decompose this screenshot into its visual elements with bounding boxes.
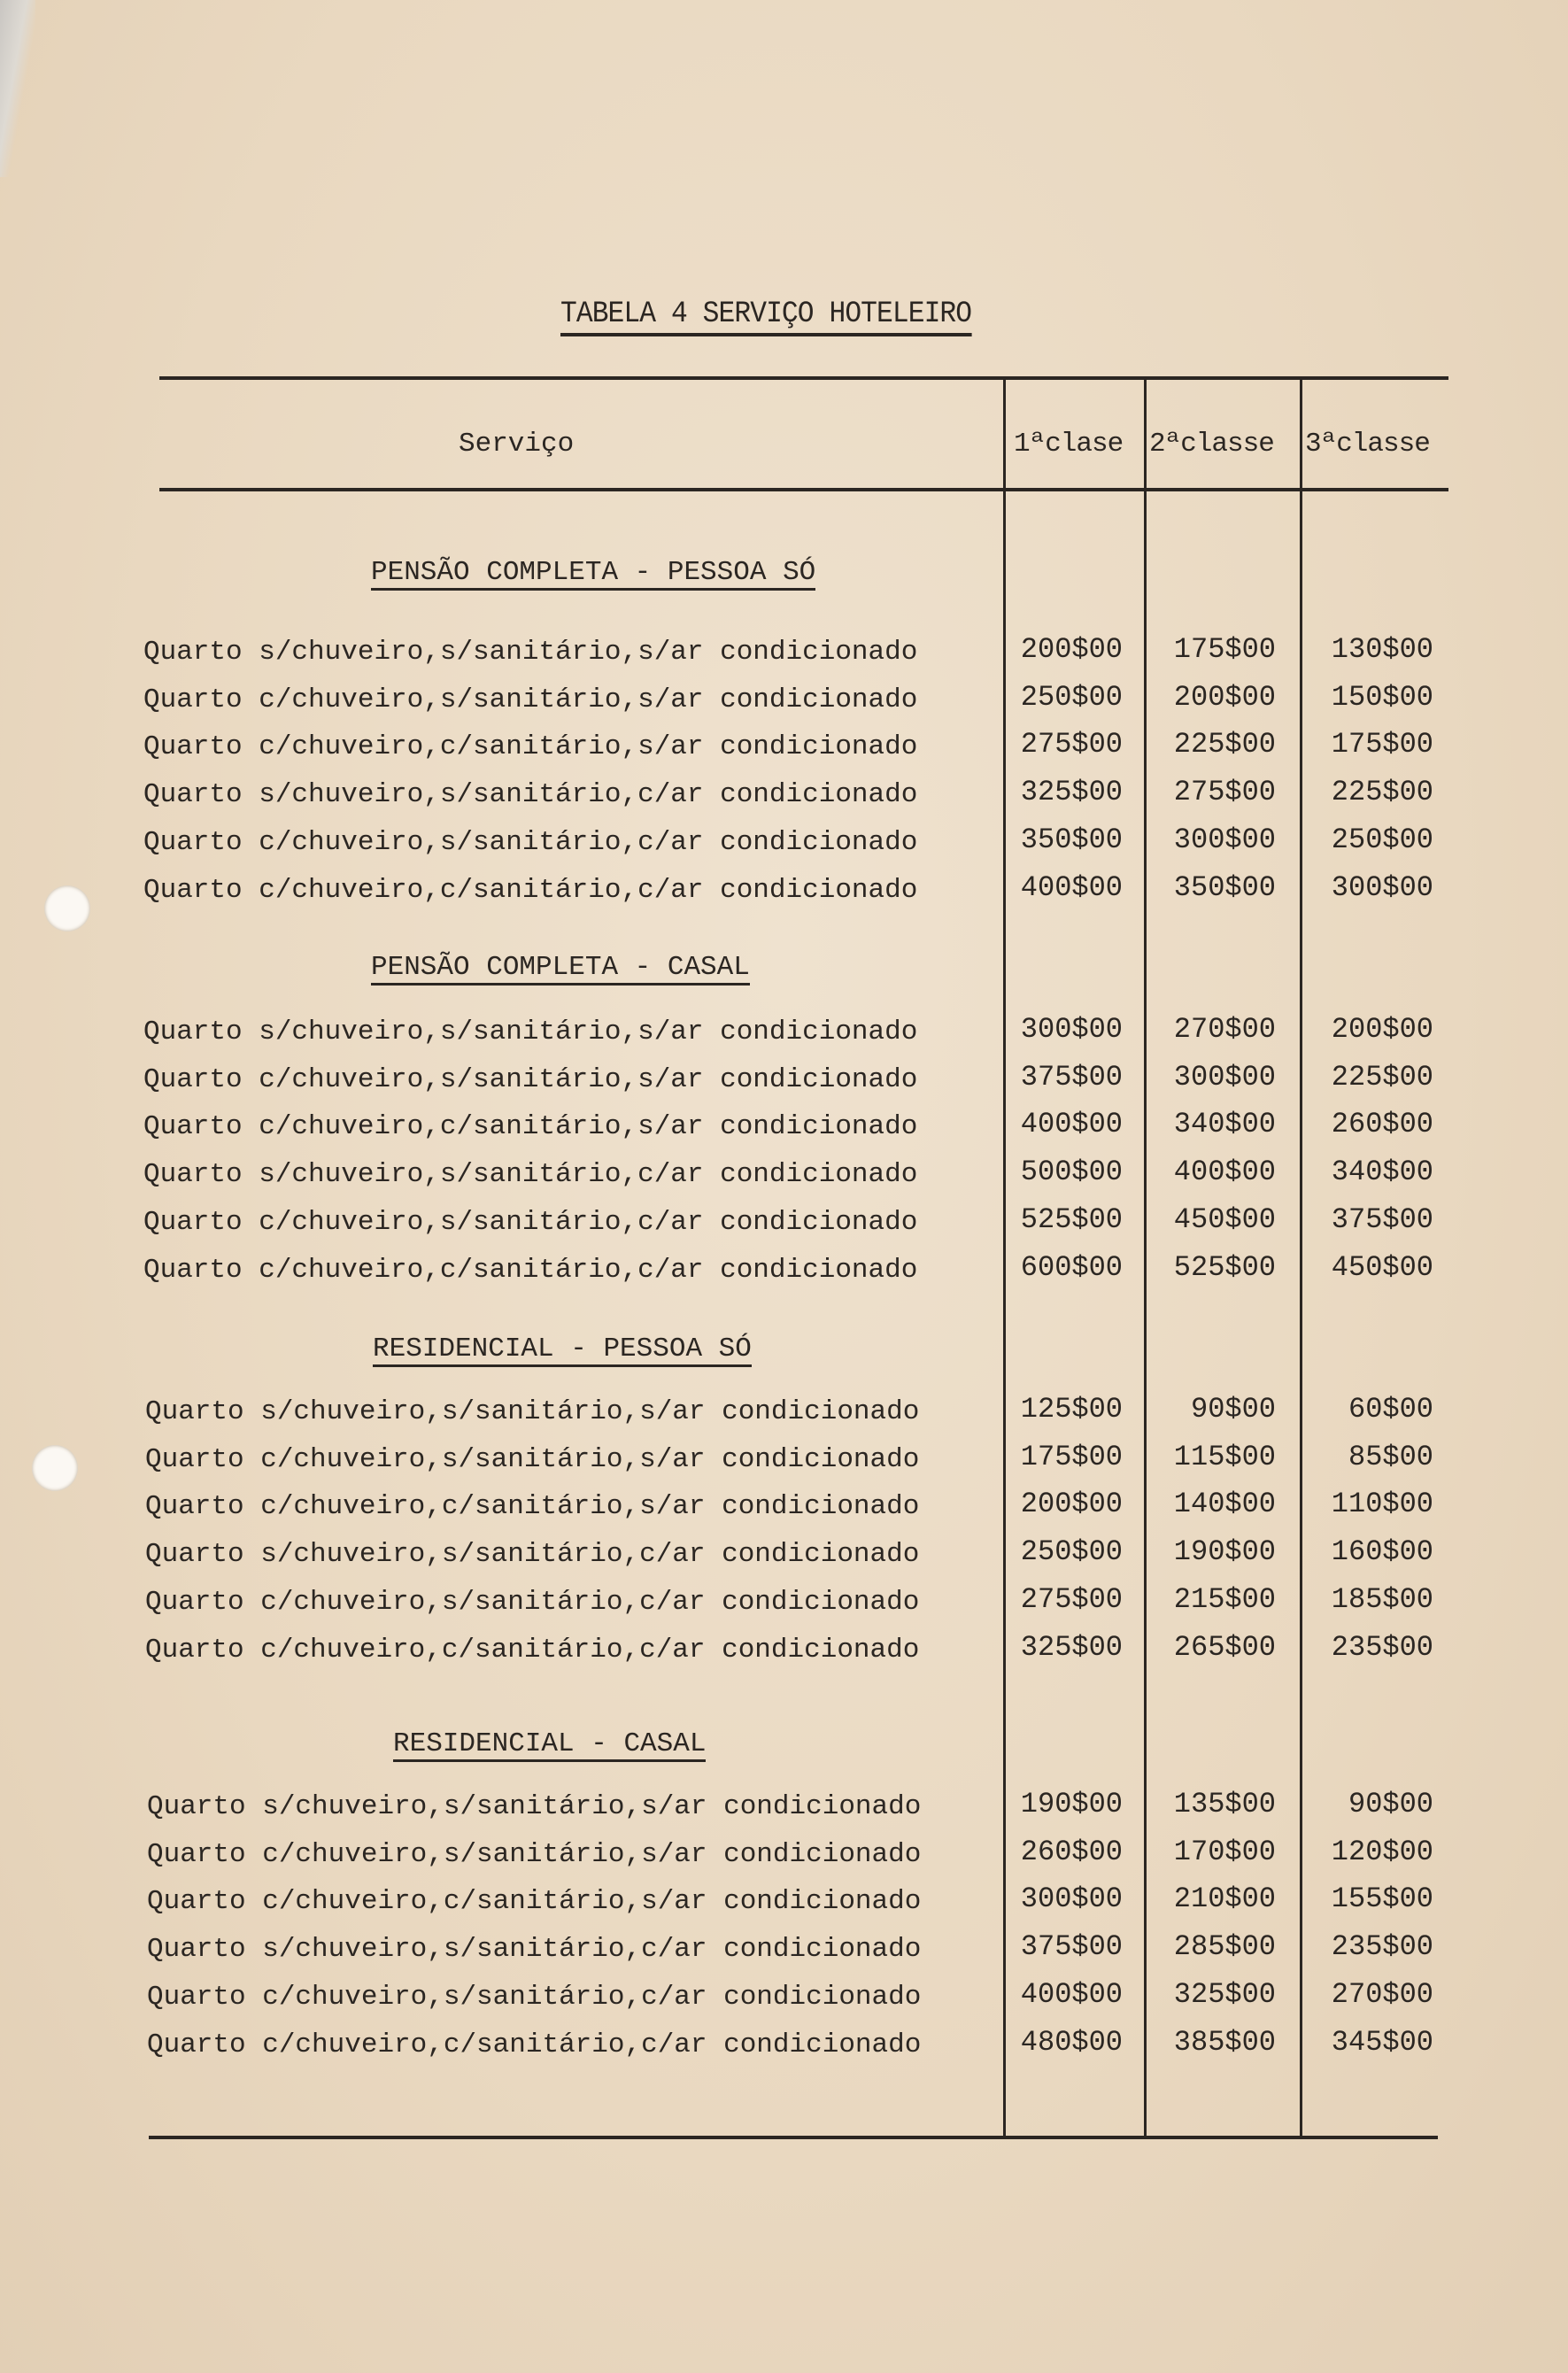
- price-cell-class-1: 200$00: [1020, 633, 1123, 666]
- price-cell-class-3: 60$00: [1348, 1393, 1433, 1426]
- price-cell-class-2: 200$00: [1173, 680, 1276, 714]
- price-cell-class-3: 85$00: [1348, 1440, 1433, 1473]
- price-cell-class-1: 250$00: [1020, 1535, 1123, 1569]
- price-cell-class-1: 480$00: [1020, 2025, 1123, 2059]
- price-cell-class-3: 185$00: [1331, 1582, 1433, 1616]
- price-cell-class-2: 350$00: [1173, 870, 1276, 904]
- price-cell-class-2: 340$00: [1173, 1108, 1276, 1141]
- price-cell-class-1: 125$00: [1020, 1393, 1123, 1426]
- section-heading: PENSÃO COMPLETA - PESSOA SÓ: [371, 558, 815, 591]
- row-label: Quarto c/chuveiro,s/sanitário,c/ar condicionado: [143, 826, 918, 858]
- price-cell-class-1: 500$00: [1020, 1156, 1123, 1189]
- page-corner-shadow: [0, 0, 35, 177]
- price-cell-class-3: 450$00: [1331, 1250, 1433, 1284]
- price-cell-class-2: 190$00: [1173, 1535, 1276, 1569]
- price-cell-class-1: 375$00: [1020, 1060, 1123, 1094]
- row-label: Quarto c/chuveiro,c/sanitário,s/ar condicionado: [143, 1111, 918, 1143]
- row-label: Quarto c/chuveiro,c/sanitário,c/ar condicionado: [143, 874, 918, 906]
- price-cell-class-3: 300$00: [1331, 870, 1433, 904]
- row-label: Quarto c/chuveiro,s/sanitário,c/ar condicionado: [143, 1206, 918, 1238]
- price-cell-class-2: 170$00: [1173, 1835, 1276, 1868]
- price-cell-class-1: 325$00: [1020, 776, 1123, 809]
- price-cell-class-1: 175$00: [1020, 1440, 1123, 1473]
- price-cell-class-2: 135$00: [1173, 1788, 1276, 1820]
- price-cell-class-2: 300$00: [1173, 823, 1276, 856]
- price-cell-class-1: 350$00: [1020, 823, 1123, 856]
- price-cell-class-3: 130$00: [1331, 633, 1433, 666]
- section-heading: PENSÃO COMPLETA - CASAL: [371, 953, 750, 986]
- row-label: Quarto s/chuveiro,s/sanitário,s/ar condicionado: [143, 637, 918, 668]
- price-cell-class-2: 275$00: [1173, 776, 1276, 809]
- price-cell-class-2: 285$00: [1173, 1930, 1276, 1964]
- price-cell-class-2: 215$00: [1173, 1582, 1276, 1616]
- section-heading: RESIDENCIAL - CASAL: [393, 1729, 706, 1762]
- section-heading: RESIDENCIAL - PESSOA SÓ: [373, 1334, 752, 1367]
- row-label: Quarto s/chuveiro,s/sanitário,s/ar condicionado: [143, 1016, 918, 1047]
- header-second-class: 2ªclasse: [1149, 429, 1274, 460]
- price-cell-class-2: 175$00: [1173, 633, 1276, 666]
- row-label: Quarto c/chuveiro,s/sanitário,c/ar condicionado: [145, 1586, 920, 1618]
- row-label: Quarto c/chuveiro,c/sanitário,c/ar condicionado: [147, 2029, 922, 2060]
- row-label: Quarto c/chuveiro,c/sanitário,c/ar condicionado: [145, 1634, 920, 1666]
- price-cell-class-1: 275$00: [1020, 728, 1123, 761]
- price-cell-class-1: 275$00: [1020, 1582, 1123, 1616]
- price-cell-class-3: 260$00: [1331, 1108, 1433, 1141]
- price-cell-class-1: 400$00: [1020, 870, 1123, 904]
- row-label: Quarto c/chuveiro,s/sanitário,c/ar condicionado: [147, 1981, 922, 2013]
- punch-hole: [32, 1445, 78, 1491]
- table-bottom-rule: [149, 2136, 1438, 2139]
- row-label: Quarto s/chuveiro,s/sanitário,c/ar condicionado: [143, 1159, 918, 1191]
- price-cell-class-3: 90$00: [1348, 1788, 1433, 1820]
- price-cell-class-2: 525$00: [1173, 1250, 1276, 1284]
- price-cell-class-1: 400$00: [1020, 1108, 1123, 1141]
- price-cell-class-1: 300$00: [1020, 1882, 1123, 1916]
- price-cell-class-2: 300$00: [1173, 1060, 1276, 1094]
- document-title: TABELA 4 SERVIÇO HOTELEIRO: [560, 298, 971, 336]
- price-cell-class-3: 110$00: [1331, 1488, 1433, 1521]
- price-cell-class-3: 120$00: [1331, 1835, 1433, 1868]
- price-cell-class-3: 270$00: [1331, 1977, 1433, 2011]
- header-third-class: 3ªclasse: [1305, 429, 1430, 460]
- price-cell-class-3: 375$00: [1331, 1202, 1433, 1236]
- row-label: Quarto c/chuveiro,c/sanitário,s/ar condicionado: [147, 1886, 922, 1918]
- price-cell-class-2: 265$00: [1173, 1630, 1276, 1664]
- punch-hole: [44, 885, 90, 931]
- price-cell-class-3: 225$00: [1331, 1060, 1433, 1094]
- price-cell-class-1: 400$00: [1020, 1977, 1123, 2011]
- row-label: Quarto c/chuveiro,c/sanitário,s/ar condicionado: [145, 1491, 920, 1523]
- price-cell-class-2: 225$00: [1173, 728, 1276, 761]
- price-cell-class-1: 325$00: [1020, 1630, 1123, 1664]
- row-label: Quarto c/chuveiro,s/sanitário,s/ar condicionado: [143, 684, 918, 715]
- price-cell-class-1: 250$00: [1020, 680, 1123, 714]
- price-cell-class-3: 160$00: [1331, 1535, 1433, 1569]
- row-label: Quarto c/chuveiro,c/sanitário,s/ar condicionado: [143, 731, 918, 763]
- price-cell-class-2: 210$00: [1173, 1882, 1276, 1916]
- row-label: Quarto c/chuveiro,s/sanitário,s/ar condicionado: [145, 1443, 920, 1475]
- price-cell-class-1: 260$00: [1020, 1835, 1123, 1868]
- table-top-rule: [159, 376, 1448, 380]
- row-label: Quarto s/chuveiro,s/sanitário,s/ar condicionado: [145, 1396, 920, 1427]
- price-cell-class-2: 140$00: [1173, 1488, 1276, 1521]
- price-cell-class-1: 525$00: [1020, 1202, 1123, 1236]
- row-label: Quarto c/chuveiro,c/sanitário,c/ar condicionado: [143, 1254, 918, 1286]
- price-cell-class-3: 250$00: [1331, 823, 1433, 856]
- price-cell-class-2: 450$00: [1173, 1202, 1276, 1236]
- price-cell-class-3: 225$00: [1331, 776, 1433, 809]
- price-cell-class-3: 200$00: [1331, 1013, 1433, 1046]
- row-label: Quarto c/chuveiro,s/sanitário,s/ar condicionado: [147, 1838, 922, 1870]
- price-cell-class-2: 115$00: [1173, 1440, 1276, 1473]
- row-label: Quarto s/chuveiro,s/sanitário,c/ar condicionado: [143, 779, 918, 811]
- price-cell-class-3: 155$00: [1331, 1882, 1433, 1916]
- price-cell-class-2: 385$00: [1173, 2025, 1276, 2059]
- price-cell-class-2: 400$00: [1173, 1156, 1276, 1189]
- row-label: Quarto c/chuveiro,s/sanitário,s/ar condicionado: [143, 1063, 918, 1095]
- price-cell-class-1: 375$00: [1020, 1930, 1123, 1964]
- price-cell-class-3: 235$00: [1331, 1630, 1433, 1664]
- price-cell-class-3: 175$00: [1331, 728, 1433, 761]
- price-cell-class-2: 325$00: [1173, 1977, 1276, 2011]
- price-cell-class-1: 200$00: [1020, 1488, 1123, 1521]
- header-service: Serviço: [459, 429, 575, 460]
- row-label: Quarto s/chuveiro,s/sanitário,c/ar condicionado: [147, 1934, 922, 1966]
- price-cell-class-2: 270$00: [1173, 1013, 1276, 1046]
- price-cell-class-3: 235$00: [1331, 1930, 1433, 1964]
- price-cell-class-3: 340$00: [1331, 1156, 1433, 1189]
- price-cell-class-3: 345$00: [1331, 2025, 1433, 2059]
- price-cell-class-3: 150$00: [1331, 680, 1433, 714]
- header-first-class: 1ªclase: [1014, 429, 1124, 460]
- row-label: Quarto s/chuveiro,s/sanitário,c/ar condicionado: [145, 1539, 920, 1571]
- table-header-rule: [159, 488, 1448, 491]
- price-cell-class-1: 190$00: [1020, 1788, 1123, 1820]
- price-cell-class-2: 90$00: [1190, 1393, 1276, 1426]
- row-label: Quarto s/chuveiro,s/sanitário,s/ar condicionado: [147, 1791, 922, 1822]
- price-cell-class-1: 300$00: [1020, 1013, 1123, 1046]
- price-cell-class-1: 600$00: [1020, 1250, 1123, 1284]
